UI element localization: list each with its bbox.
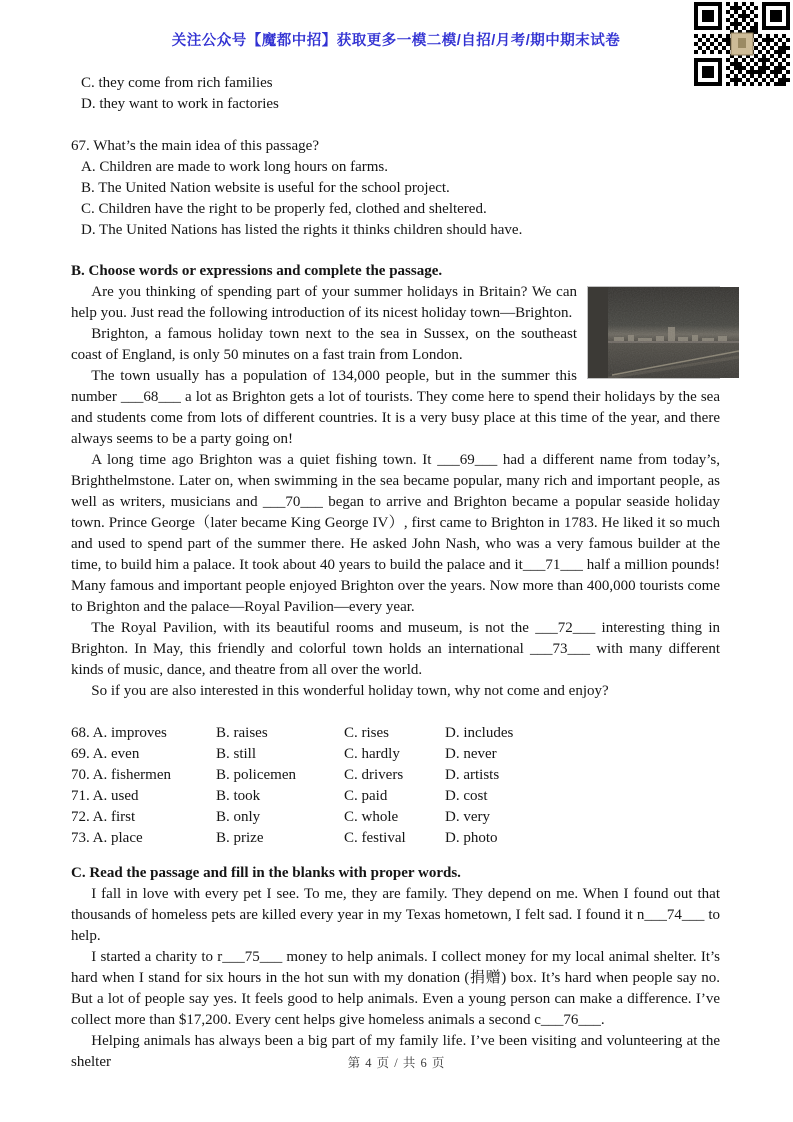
passage-c-paragraph: Helping animals has always been a big part of my family life. I’ve been visiting and volunteering at the shelter	[71, 1033, 720, 1070]
cloze-71-c: C. paid	[344, 788, 388, 804]
passage-b-paragraph: The town usually has a population of 134,000 people, but in the summer this number ___68___ a lot as Brighton gets a lot of tourists. They come here to spend their holidays by the sea and students come from lots of different countries. It is a very busy place at this time of the year, and there always seems to be a party going on!	[71, 368, 720, 447]
cloze-options-table	[71, 723, 720, 849]
brighton-photo-image	[587, 286, 720, 379]
option-66-c: C. they come from rich families	[81, 75, 273, 91]
cloze-70-a: 70. A. fishermen	[71, 767, 171, 783]
cloze-70-d: D. artists	[445, 767, 500, 783]
passage-b-paragraph-text: Are you thinking of spending part of your summer holidays in Britain? We can help you. Just read the following introduction of its nicest holiday town—Brighton.	[71, 284, 577, 321]
cloze-68-a: 68. A. improves	[71, 725, 167, 741]
cloze-72-d: D. very	[445, 809, 490, 825]
option-67-d: D. The United Nations has listed the rights it thinks children should have.	[81, 222, 523, 238]
page-number-footer: 第 4 页 / 共 6 页	[347, 1056, 446, 1070]
section-c-heading: C. Read the passage and fill in the blanks with proper words.	[71, 865, 461, 881]
passage-b-paragraph: Brighton, a famous holiday town next to the sea in Sussex, on the southeast coast of England, is only 50 minutes on a fast train from London.	[71, 326, 577, 363]
page-body	[71, 73, 720, 1073]
header-promo-text: 关注公众号【魔都中招】获取更多一模二模/自招/月考/期中期末试卷	[171, 33, 621, 49]
passage-b-paragraph: A long time ago Brighton was a quiet fishing town. It ___69___ had a different name from today’s, Brighthelmstone. Later on, when swimming in the sea became popular, many rich and important people, as well as writers, musicians and ___70___ began to arrive and Brighton became a popular seaside holiday town. Prince George（later became King George IV）, first came to Brighton in 1783. He liked it so much and used to spend part of the summer there. He asked John Nash, who was a very famous builder at the time, to build him a palace. It took about 40 years to build the palace and it___71___ half a million pounds! Many famous and important people enjoyed Brighton over the years. Now more than 400,000 tourists come to Brighton and the palace—Royal Pavilion—every year.	[71, 452, 720, 615]
cloze-72-b: B. only	[216, 809, 261, 825]
question-66-options	[71, 73, 720, 115]
cloze-72-c: C. whole	[344, 809, 399, 825]
cloze-73-a: 73. A. place	[71, 830, 143, 846]
section-b-heading: B. Choose words or expressions and complete the passage.	[71, 263, 443, 279]
cloze-71-b: B. took	[216, 788, 261, 804]
cloze-68-d: D. includes	[445, 725, 514, 741]
cloze-70-b: B. policemen	[216, 767, 296, 783]
option-67-a: A. Children are made to work long hours on farms.	[81, 159, 389, 175]
cloze-73-c: C. festival	[344, 830, 406, 846]
passage-c	[71, 884, 720, 1073]
passage-b-paragraph: So if you are also interested in this wonderful holiday town, why not come and enjoy?	[91, 683, 609, 699]
option-66-d: D. they want to work in factories	[81, 96, 279, 112]
cloze-72-a: 72. A. first	[71, 809, 136, 825]
cloze-71-d: D. cost	[445, 788, 488, 804]
passage-b	[71, 282, 720, 702]
option-67-b: B. The United Nation website is useful for the school project.	[81, 180, 450, 196]
question-67-options	[71, 157, 720, 241]
passage-b-paragraph: The Royal Pavilion, with its beautiful rooms and museum, is not the ___72___ interesting thing in Brighton. In May, this friendly and colorful town holds an international ___73___ with many different kinds of music, dance, and theatre from all over the world.	[71, 620, 720, 678]
cloze-69-c: C. hardly	[344, 746, 400, 762]
cloze-73-b: B. prize	[216, 830, 264, 846]
cloze-69-a: 69. A. even	[71, 746, 140, 762]
option-67-c: C. Children have the right to be properly fed, clothed and sheltered.	[81, 201, 487, 217]
cloze-69-d: D. never	[445, 746, 497, 762]
cloze-68-b: B. raises	[216, 725, 268, 741]
passage-c-paragraph: I fall in love with every pet I see. To me, they are family. They depend on me. When I found out that thousands of homeless pets are killed every year in my Texas hometown, I felt sad. I found it n___74___ to help.	[71, 886, 720, 944]
cloze-68-c: C. rises	[344, 725, 389, 741]
cloze-73-d: D. photo	[445, 830, 498, 846]
cloze-69-b: B. still	[216, 746, 257, 762]
question-67-stem: 67. What’s the main idea of this passage?	[71, 138, 319, 154]
cloze-71-a: 71. A. used	[71, 788, 139, 804]
passage-c-paragraph: I started a charity to r___75___ money to help animals. I collect money for my local animal shelter. It’s hard when I stand for six hours in the hot sun with my donation (捐赠) box. It’s hard when people say no. But a lot of people say yes. It feels good to help animals. Even a young person can make a difference. I’ve collect more than $17,200. Every cent helps give homeless animals a second c___76___.	[71, 949, 720, 1028]
passage-b-paragraph	[71, 282, 720, 324]
cloze-70-c: C. drivers	[344, 767, 404, 783]
